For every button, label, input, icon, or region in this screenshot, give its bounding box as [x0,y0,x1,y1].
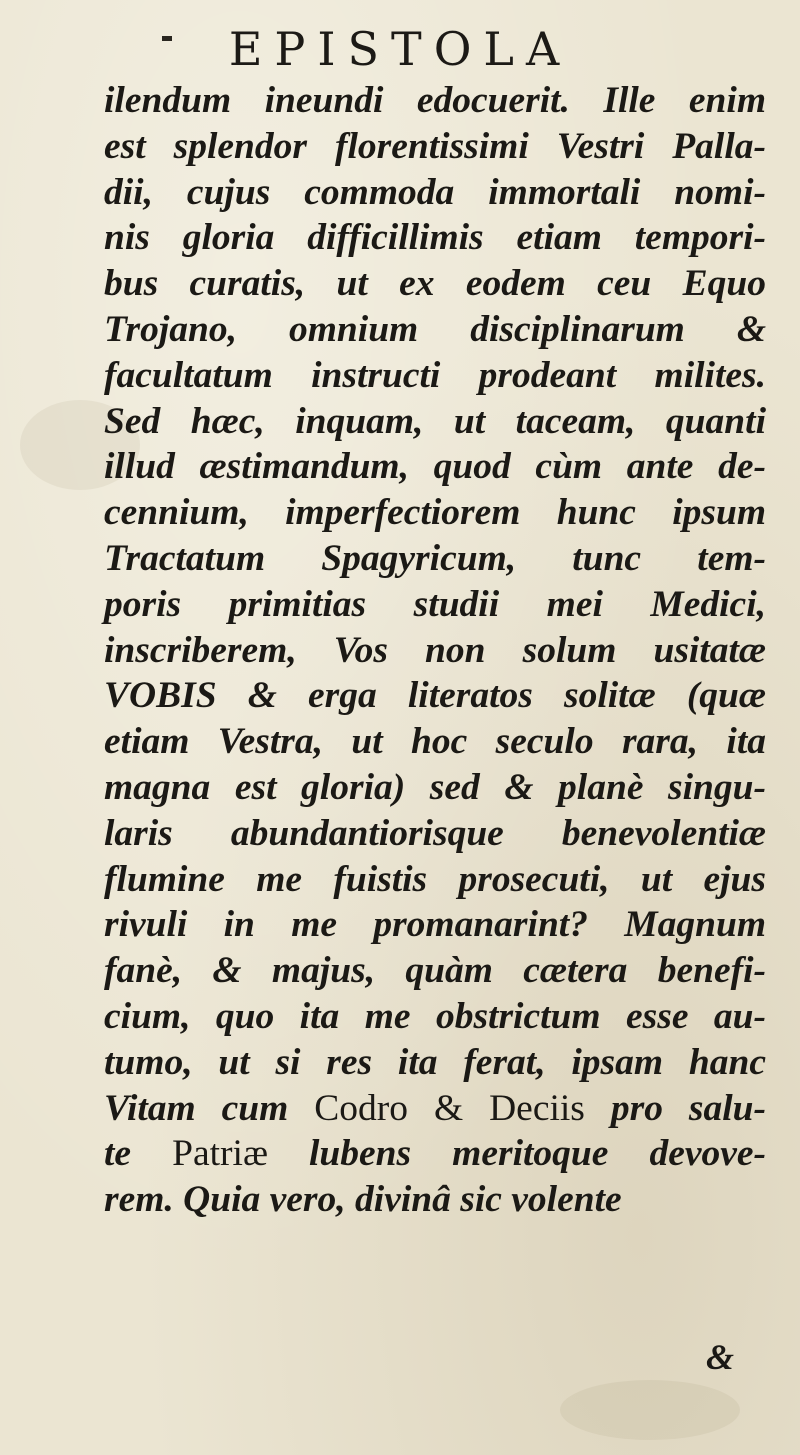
text-line: cennium, imperfectiorem hunc ipsum [104,492,766,534]
text-line: ilendum ineundi edocuerit. Ille enim [104,80,766,121]
text-line: Tractatum Spagyricum, tunc tem- [104,537,766,579]
body-text [104,78,766,1223]
text-line: VOBIS & erga literatos solitæ (quæ [104,675,766,717]
paper-stain [560,1380,740,1440]
text-line: tumo, ut si res ita ferat, ipsam hanc [104,1041,766,1083]
text-line: Sed hæc, inquam, ut taceam, quanti [104,400,766,442]
text-fragment: pro salu- [610,1087,767,1129]
catchword: & [706,1337,735,1377]
text-line: rem. Quia vero, divinâ sic volente [104,1179,622,1221]
text-line: inscriberem, Vos non solum usitatæ [104,629,766,671]
text-line: illud æstimandum, quod cùm ante de- [104,446,766,488]
roman-fragment: Codro & Deciis [314,1087,585,1129]
text-line: cium, quo ita me obstrictum esse au- [104,995,766,1037]
text-line: rivuli in me promanarint? Magnum [104,904,766,946]
text-fragment: lubens meritoque devove- [309,1133,767,1175]
text-line: laris abundantiorisque benevolentiæ [104,812,766,854]
text-line: Trojano, omnium disciplinarum & [104,308,766,350]
text-line: dii, cujus commoda immortali nomi- [104,171,766,213]
text-line-mixed [104,1086,766,1132]
text-line: etiam Vestra, ut hoc seculo rara, ita [104,721,766,763]
page-header: EPISTOLA [228,22,572,76]
text-line: flumine me fuistis prosecuti, ut ejus [104,858,766,900]
text-fragment: te [104,1133,132,1175]
roman-fragment: Patriæ [172,1133,268,1175]
text-line: fanè, & majus, quàm cætera benefi- [104,950,766,992]
text-line: bus curatis, ut ex eodem ceu Equo [104,263,766,305]
text-fragment: Vitam cum [104,1087,289,1129]
text-line: est splendor florentissimi Vestri Palla- [104,125,766,167]
text-line-mixed [104,1131,766,1177]
text-line: magna est gloria) sed & planè singu- [104,766,766,808]
text-line: poris primitias studii mei Medici, [104,583,766,625]
text-line: facultatum instructi prodeant milites. [104,354,766,396]
text-line: nis gloria difficillimis etiam tempori- [104,217,766,259]
